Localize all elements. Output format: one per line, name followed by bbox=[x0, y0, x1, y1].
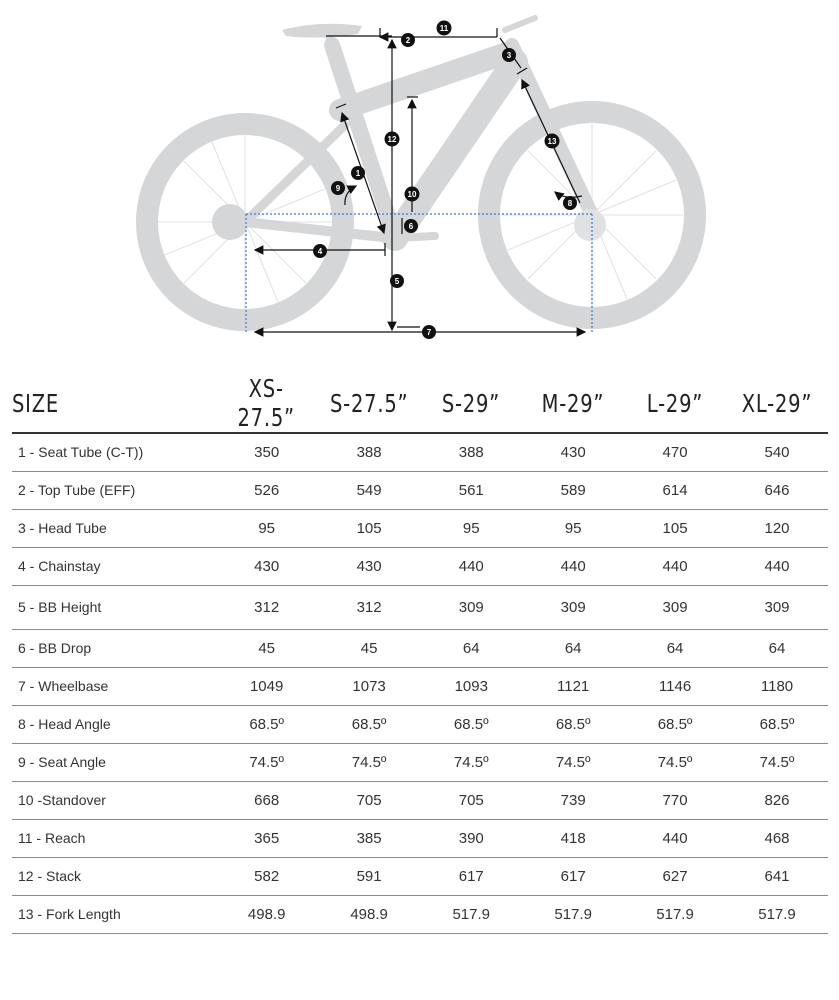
row-value: 617 bbox=[522, 857, 624, 895]
svg-text:13: 13 bbox=[547, 137, 557, 146]
row-value: 388 bbox=[420, 433, 522, 471]
row-value: 498.9 bbox=[215, 895, 317, 933]
badge-3 bbox=[502, 48, 516, 62]
row-value: 705 bbox=[420, 781, 522, 819]
row-value: 74.5º bbox=[726, 743, 828, 781]
row-value: 589 bbox=[522, 471, 624, 509]
row-value: 418 bbox=[522, 819, 624, 857]
row-value: 390 bbox=[420, 819, 522, 857]
table-row bbox=[12, 781, 828, 819]
bike-silhouette bbox=[147, 18, 695, 320]
row-value: 517.9 bbox=[420, 895, 522, 933]
row-value: 385 bbox=[318, 819, 420, 857]
row-value: 440 bbox=[522, 547, 624, 585]
row-value: 498.9 bbox=[318, 895, 420, 933]
row-value: 64 bbox=[624, 629, 726, 667]
svg-text:11: 11 bbox=[439, 24, 449, 33]
row-value: 120 bbox=[726, 509, 828, 547]
badge-7 bbox=[422, 325, 436, 339]
row-value: 517.9 bbox=[624, 895, 726, 933]
row-value: 540 bbox=[726, 433, 828, 471]
table-row bbox=[12, 471, 828, 509]
row-value: 64 bbox=[726, 629, 828, 667]
row-value: 526 bbox=[215, 471, 317, 509]
row-value: 1073 bbox=[318, 667, 420, 705]
row-value: 64 bbox=[420, 629, 522, 667]
svg-text:8: 8 bbox=[567, 199, 573, 208]
row-value: 365 bbox=[215, 819, 317, 857]
row-value: 430 bbox=[522, 433, 624, 471]
row-value: 468 bbox=[726, 819, 828, 857]
row-label: 3 - Head Tube bbox=[12, 509, 215, 547]
table-row bbox=[12, 509, 828, 547]
badge-10 bbox=[405, 187, 420, 202]
svg-text:5: 5 bbox=[394, 277, 400, 286]
row-value: 309 bbox=[522, 585, 624, 629]
row-value: 74.5º bbox=[420, 743, 522, 781]
table-row bbox=[12, 819, 828, 857]
svg-text:7: 7 bbox=[426, 328, 432, 337]
row-value: 561 bbox=[420, 471, 522, 509]
row-value: 312 bbox=[215, 585, 317, 629]
row-value: 617 bbox=[420, 857, 522, 895]
header-size: SIZE bbox=[12, 374, 171, 433]
row-label: 6 - BB Drop bbox=[12, 629, 215, 667]
row-value: 1093 bbox=[420, 667, 522, 705]
badge-2 bbox=[401, 33, 415, 47]
row-value: 614 bbox=[624, 471, 726, 509]
geometry-table bbox=[12, 374, 828, 934]
row-value: 105 bbox=[318, 509, 420, 547]
row-value: 582 bbox=[215, 857, 317, 895]
header-s-27-5: S-27.5” bbox=[329, 374, 409, 433]
row-value: 770 bbox=[624, 781, 726, 819]
row-label: 13 - Fork Length bbox=[12, 895, 215, 933]
row-label: 4 - Chainstay bbox=[12, 547, 215, 585]
row-label: 12 - Stack bbox=[12, 857, 215, 895]
row-label: 10 -Standover bbox=[12, 781, 215, 819]
header-s-29: S-29” bbox=[432, 374, 511, 433]
row-label: 1 - Seat Tube (C-T)) bbox=[12, 433, 215, 471]
svg-text:10: 10 bbox=[407, 190, 417, 199]
header-xl-29: XL-29” bbox=[737, 374, 817, 433]
svg-text:4: 4 bbox=[317, 247, 323, 256]
row-value: 826 bbox=[726, 781, 828, 819]
row-value: 45 bbox=[318, 629, 420, 667]
table-row bbox=[12, 547, 828, 585]
table-row bbox=[12, 629, 828, 667]
row-value: 95 bbox=[215, 509, 317, 547]
row-value: 309 bbox=[420, 585, 522, 629]
row-value: 549 bbox=[318, 471, 420, 509]
row-value: 430 bbox=[318, 547, 420, 585]
row-label: 9 - Seat Angle bbox=[12, 743, 215, 781]
table-row bbox=[12, 705, 828, 743]
bike-geometry-diagram bbox=[0, 0, 839, 350]
svg-text:9: 9 bbox=[335, 184, 341, 193]
row-value: 668 bbox=[215, 781, 317, 819]
row-value: 705 bbox=[318, 781, 420, 819]
row-value: 641 bbox=[726, 857, 828, 895]
row-value: 74.5º bbox=[215, 743, 317, 781]
svg-text:2: 2 bbox=[405, 36, 411, 45]
row-value: 312 bbox=[318, 585, 420, 629]
row-value: 309 bbox=[726, 585, 828, 629]
row-value: 45 bbox=[215, 629, 317, 667]
row-value: 517.9 bbox=[522, 895, 624, 933]
row-label: 8 - Head Angle bbox=[12, 705, 215, 743]
row-value: 68.5º bbox=[420, 705, 522, 743]
table-row bbox=[12, 743, 828, 781]
row-value: 440 bbox=[624, 547, 726, 585]
badge-9 bbox=[331, 181, 345, 195]
table-row bbox=[12, 585, 828, 629]
row-value: 350 bbox=[215, 433, 317, 471]
row-value: 739 bbox=[522, 781, 624, 819]
row-value: 591 bbox=[318, 857, 420, 895]
row-value: 74.5º bbox=[318, 743, 420, 781]
row-value: 440 bbox=[726, 547, 828, 585]
header-l-29: L-29” bbox=[635, 374, 714, 433]
row-label: 7 - Wheelbase bbox=[12, 667, 215, 705]
row-value: 74.5º bbox=[624, 743, 726, 781]
row-value: 517.9 bbox=[726, 895, 828, 933]
svg-text:6: 6 bbox=[408, 222, 414, 231]
row-value: 646 bbox=[726, 471, 828, 509]
row-value: 627 bbox=[624, 857, 726, 895]
row-value: 1146 bbox=[624, 667, 726, 705]
badge-5 bbox=[390, 274, 404, 288]
row-value: 309 bbox=[624, 585, 726, 629]
row-value: 1121 bbox=[522, 667, 624, 705]
row-value: 64 bbox=[522, 629, 624, 667]
row-value: 68.5º bbox=[624, 705, 726, 743]
row-value: 1049 bbox=[215, 667, 317, 705]
row-label: 11 - Reach bbox=[12, 819, 215, 857]
row-value: 68.5º bbox=[522, 705, 624, 743]
table-row bbox=[12, 667, 828, 705]
row-value: 105 bbox=[624, 509, 726, 547]
row-value: 440 bbox=[624, 819, 726, 857]
table-header-row bbox=[12, 374, 828, 433]
badge-1 bbox=[351, 166, 365, 180]
row-value: 430 bbox=[215, 547, 317, 585]
svg-text:3: 3 bbox=[506, 51, 512, 60]
badge-6 bbox=[404, 219, 418, 233]
badge-4 bbox=[313, 244, 327, 258]
row-value: 68.5º bbox=[726, 705, 828, 743]
table-row bbox=[12, 895, 828, 933]
row-value: 388 bbox=[318, 433, 420, 471]
header-xs-27-5: XS-27.5” bbox=[227, 374, 307, 433]
row-value: 95 bbox=[420, 509, 522, 547]
badge-13 bbox=[545, 134, 560, 149]
svg-text:12: 12 bbox=[387, 135, 397, 144]
row-value: 68.5º bbox=[215, 705, 317, 743]
row-label: 5 - BB Height bbox=[12, 585, 215, 629]
badge-11 bbox=[437, 21, 452, 36]
row-value: 68.5º bbox=[318, 705, 420, 743]
row-value: 95 bbox=[522, 509, 624, 547]
header-m-29: M-29” bbox=[533, 374, 612, 433]
row-value: 440 bbox=[420, 547, 522, 585]
table-row bbox=[12, 433, 828, 471]
badge-8 bbox=[563, 196, 577, 210]
row-value: 470 bbox=[624, 433, 726, 471]
row-value: 74.5º bbox=[522, 743, 624, 781]
svg-text:1: 1 bbox=[355, 169, 361, 178]
row-value: 1180 bbox=[726, 667, 828, 705]
row-label: 2 - Top Tube (EFF) bbox=[12, 471, 215, 509]
table-row bbox=[12, 857, 828, 895]
badge-12 bbox=[385, 132, 400, 147]
